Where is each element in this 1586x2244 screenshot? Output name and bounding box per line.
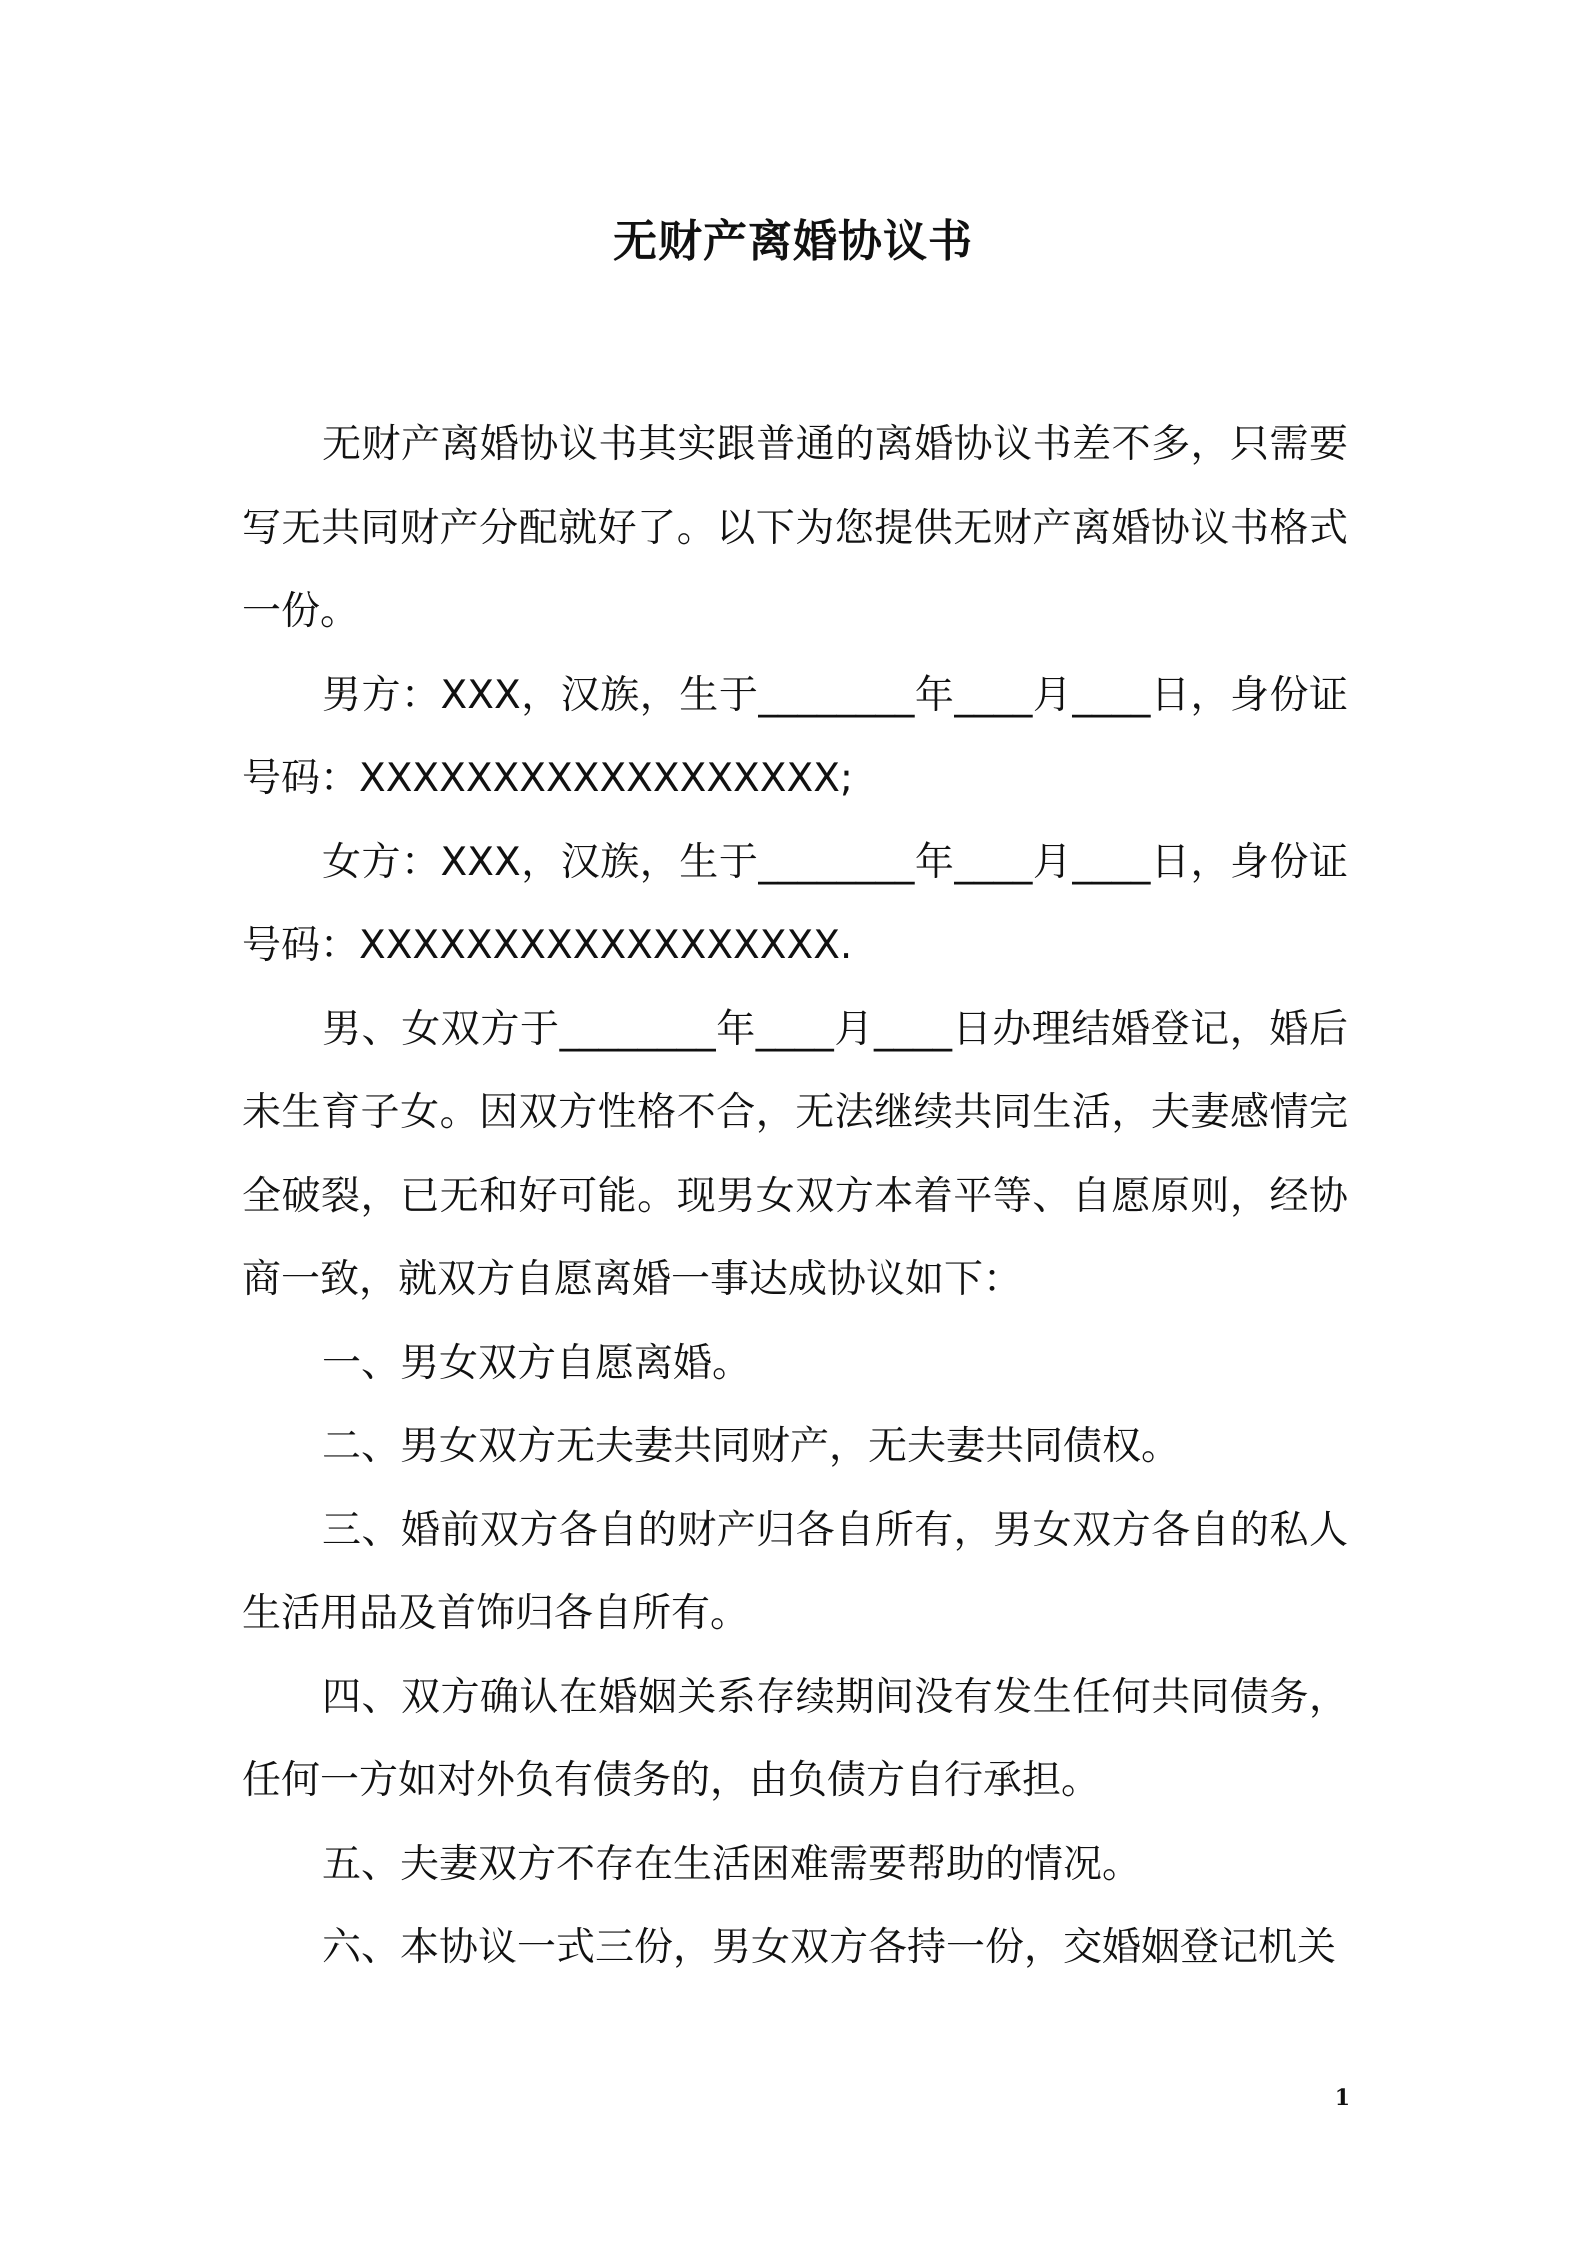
page-number: 1 bbox=[1334, 2085, 1350, 2111]
clause-1: 一、男女双方自愿离婚。 bbox=[322, 1340, 752, 1386]
paragraph-marriage-statement: 男、女双方于________年____月____日办理结婚登记，婚后未生育子女。因双方性格不合，无法继续共同生活，夫妻感情完全破裂，已无和好可能。现男女双方本着平等、自愿原则，经协商一致，就双方自愿离婚一事达成协议如下： bbox=[242, 1006, 1348, 1302]
clause-5: 五、夫妻双方不存在生活困难需要帮助的情况。 bbox=[322, 1841, 1142, 1887]
paragraph-intro: 无财产离婚协议书其实跟普通的离婚协议书差不多，只需要写无共同财产分配就好了。以下为您提供无财产离婚协议书格式一份。 bbox=[242, 422, 1348, 634]
document-title: 无财产离婚协议书 bbox=[613, 216, 973, 267]
paragraph-female-party: 女方：XXX，汉族，生于________年____月____日，身份证号码：XXXXXXXXXXXXXXXXXX. bbox=[242, 839, 1348, 968]
clause-3: 三、婚前双方各自的财产归各自所有，男女双方各自的私人生活用品及首饰归各自所有。 bbox=[242, 1507, 1348, 1636]
clause-4: 四、双方确认在婚姻关系存续期间没有发生任何共同债务，任何一方如对外负有债务的，由负债方自行承担。 bbox=[242, 1674, 1348, 1803]
clause-2: 二、男女双方无夫妻共同财产，无夫妻共同债权。 bbox=[322, 1424, 1181, 1469]
clause-6: 六、本协议一式三份，男女双方各持一份，交婚姻登记机关 bbox=[322, 1925, 1337, 1970]
paragraph-male-party: 男方：XXX，汉族，生于________年____月____日，身份证号码：XXXXXXXXXXXXXXXXXX; bbox=[242, 672, 1348, 801]
document-body bbox=[242, 403, 1348, 1990]
